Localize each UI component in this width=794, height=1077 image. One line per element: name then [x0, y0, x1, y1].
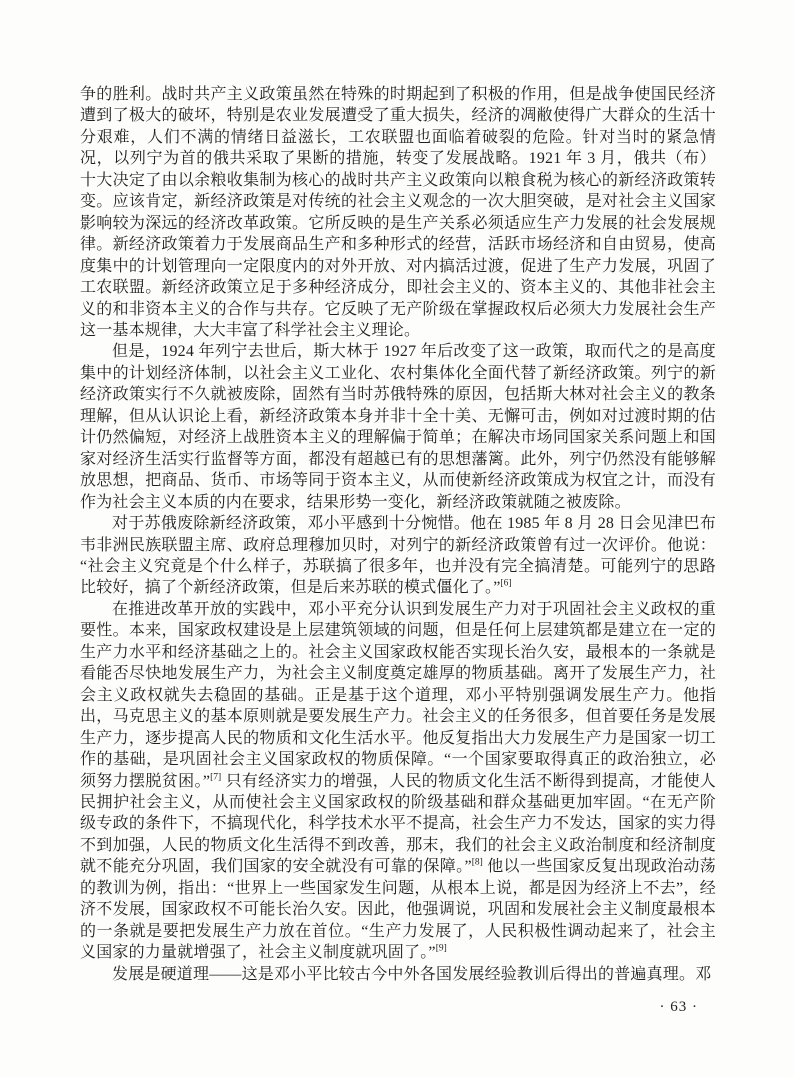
footnote-marker: [7]	[210, 772, 222, 783]
paragraph-5	[80, 964, 716, 985]
paragraph-1	[80, 84, 716, 341]
footnote-marker: [6]	[500, 579, 512, 590]
page-number: · 63 ·	[659, 999, 698, 1015]
text-run: 在推进改革开放的实践中，邓小平充分认识到发展生产力对于巩固社会主义政权的重要性。本来，国家政权建设是上层建筑领域的问题，但是任何上层建筑都是建立在一定的生产力水平和经济基础之上的。社会主义国家政权能否实现长治久安，最根本的一条就是看能否尽快地发展生产力，为社会主义制度奠定雄厚的物质基础。离开了发展生产力，社会主义政权就失去稳固的基础。正是基于这个道理，邓小平特别强调发展生产力。他指出，马克思主义的基本原则就是要发展生产力。社会主义的任务很多，但首要任务是发展生产力，逐步提高人民的物质和文化生活水平。他反复指出大力发展生产力是国家一切工作的基础，是巩固社会主义国家政权的物质保障。“一个国家要取得真正的政治独立，必须努力摆脱贫困。”	[80, 600, 716, 790]
text-block	[80, 84, 716, 985]
text-run: 只有经济实力的增强，人民的物质文化生活不断得到提高，才能使人民拥护社会主义，从而使社会主义国家政权的阶级基础和群众基础更加牢固。“在无产阶级专政的条件下，不搞现代化，科学技术水平不提高，社会生产力不发达，国家的实力得不到加强，人民的物质文化生活得不到改善，那末，我们的社会主义政治制度和经济制度就不能充分巩固，我们国家的安全就没有可靠的保障。”	[80, 772, 717, 876]
text-run: 对于苏俄废除新经济政策，邓小平感到十分惋惜。他在 1985 年 8 月 28 日会见津巴布韦非洲民族联盟主席、政府总理穆加贝时，对列宁的新经济政策曾有过一次评价。他说：“社会主义究竟是个什么样子，苏联搞了很多年，也并没有完全搞清楚。可能列宁的思路比较好，搞了个新经济政策，但是后来苏联的模式僵化了。”	[80, 515, 716, 597]
footnote-marker: [8]	[471, 857, 483, 868]
footnote-marker: [9]	[435, 943, 447, 954]
paragraph-3	[80, 513, 716, 599]
text-run: 发展是硬道理——这是邓小平比较古今中外各国发展经验教训后得出的普遍真理。邓	[112, 965, 712, 983]
paragraph-4	[80, 599, 716, 964]
paragraph-2	[80, 341, 716, 513]
text-run: 争的胜利。战时共产主义政策虽然在特殊的时期起到了积极的作用，但是战争使国民经济遭到了极大的破坏，特别是农业发展遭受了重大损失，经济的凋敝使得广大群众的生活十分艰难，人们不满的情绪日益滋长，工农联盟也面临着破裂的危险。针对当时的紧急情况，以列宁为首的俄共采取了果断的措施，转变了发展战略。1921 年 3 月，俄共（布）十大决定了由以余粮收集制为核心的战时共产主义政策向以粮食税为核心的新经济政策转变。应该肯定，新经济政策是对传统的社会主义观念的一次大胆突破，是对社会主义国家影响较为深远的经济改革政策。它所反映的是生产关系必须适应生产力发展的社会发展规律。新经济政策着力于发展商品生产和多种形式的经营，活跃市场经济和自由贸易，使高度集中的计划管理向一定限度内的对外开放、对内搞活过渡，促进了生产力发展，巩固了工农联盟。新经济政策立足于多种经济成分，即社会主义的、资本主义的、其他非社会主义的和非资本主义的合作与共存。它反映了无产阶级在掌握政权后必须大力发展社会生产这一基本规律，大大丰富了科学社会主义理论。	[80, 86, 716, 339]
text-run: 他以一些国家反复出现政治动荡的教训为例，指出：“世界上一些国家发生问题，从根本上说，都是因为经济上不去”，经济不发展，国家政权不可能长治久安。因此，他强调说，巩固和发展社会主义制度最根本的一条就是要把发展生产力放在首位。“生产力发展了，人民积极性调动起来了，社会主义国家的力量就增强了，社会主义制度就巩固了。”	[80, 858, 716, 962]
text-run: 但是，1924 年列宁去世后，斯大林于 1927 年后改变了这一政策，取而代之的是高度集中的计划经济体制，以社会主义工业化、农村集体化全面代替了新经济政策。列宁的新经济政策实行不久就被废除，固然有当时苏俄特殊的原因，包括斯大林对社会主义的教条理解，但从认识论上看，新经济政策本身并非十全十美、无懈可击，例如对过渡时期的估计仍然偏短，对经济上战胜资本主义的理解偏于简单；在解决市场同国家关系问题上和国家对经济生活实行监督等方面，都没有超越已有的思想藩篱。此外，列宁仍然没有能够解放思想，把商品、货币、市场等同于资本主义，从而使新经济政策成为权宜之计，而没有作为社会主义本质的内在要求，结果形势一变化，新经济政策就随之被废除。	[80, 343, 716, 511]
